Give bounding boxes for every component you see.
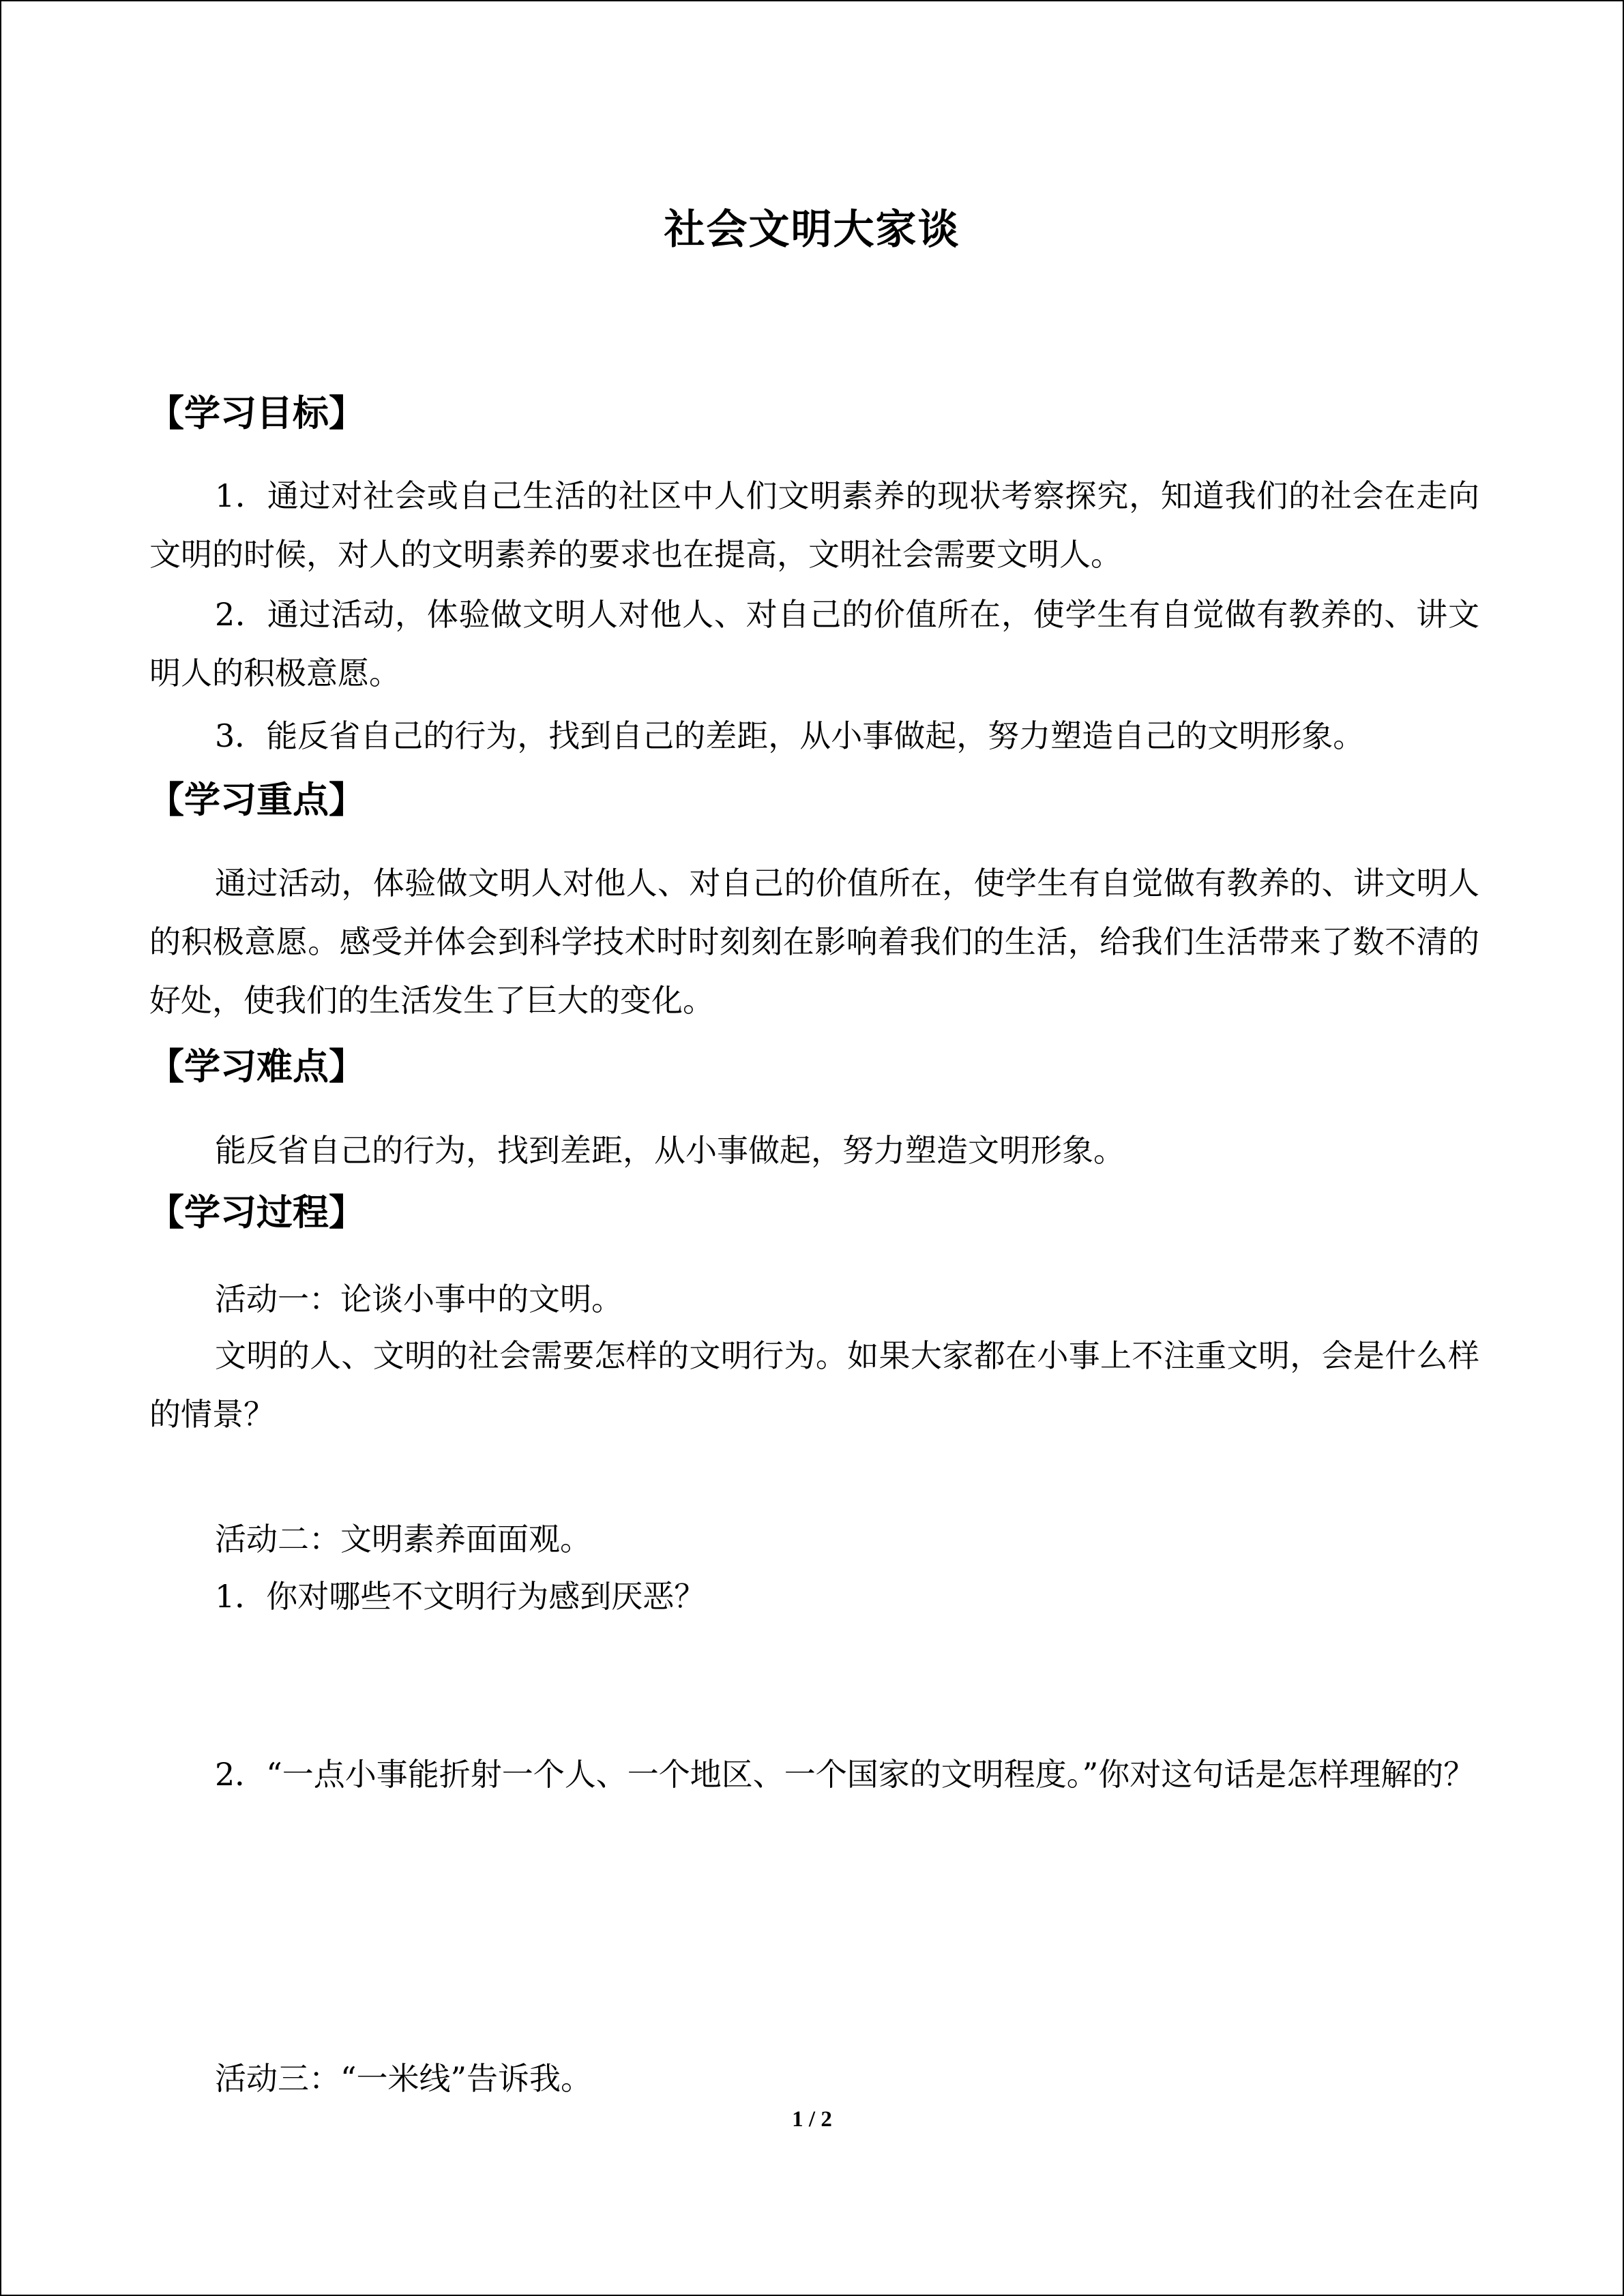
objective-item-1: 1．通过对社会或自己生活的社区中人们文明素养的现状考察探究，知道我们的社会在走向文明的时候，对人的文明素养的要求也在提高，文明社会需要文明人。: [149, 477, 1479, 573]
page-number: 1 / 2: [792, 2107, 832, 2132]
activity1-title: 活动一：论谈小事中的文明。: [215, 1281, 623, 1317]
activity2-question-2: 2．“一点小事能折射一个人、一个地区、一个国家的文明程度。”你对这句话是怎样理解的？: [215, 1756, 1475, 1793]
key-points-heading: 【学习重点】: [148, 779, 365, 821]
objective-item-2: 2．通过活动，体验做文明人对他人、对自己的价值所在，使学生有自觉做有教养的、讲文明人的积极意愿。: [149, 596, 1479, 691]
activity3-title: 活动三：“一米线”告诉我。: [215, 2060, 593, 2097]
activity1-text: 文明的人、文明的社会需要怎样的文明行为。如果大家都在小事上不注重文明，会是什么样的情景？: [149, 1337, 1479, 1433]
difficulties-heading: 【学习难点】: [148, 1045, 365, 1088]
objective-item-3: 3．能反省自己的行为，找到自己的差距，从小事做起，努力塑造自己的文明形象。: [215, 717, 1365, 754]
page-title: 社会文明大家谈: [664, 206, 960, 254]
difficulties-text: 能反省自己的行为，找到差距，从小事做起，努力塑造文明形象。: [215, 1132, 1125, 1169]
activity2-title: 活动二：文明素养面面观。: [215, 1521, 591, 1557]
activity2-question-1: 1．你对哪些不文明行为感到厌恶？: [215, 1578, 706, 1615]
objectives-heading: 【学习目标】: [148, 392, 365, 434]
key-points-text: 通过活动，体验做文明人对他人、对自己的价值所在，使学生有自觉做有教养的、讲文明人的积极意愿。感受并体会到科学技术时时刻刻在影响着我们的生活，给我们生活带来了数不清的好处，使我们的生活发生了巨大的变化。: [149, 865, 1479, 1019]
process-heading: 【学习过程】: [148, 1191, 365, 1234]
